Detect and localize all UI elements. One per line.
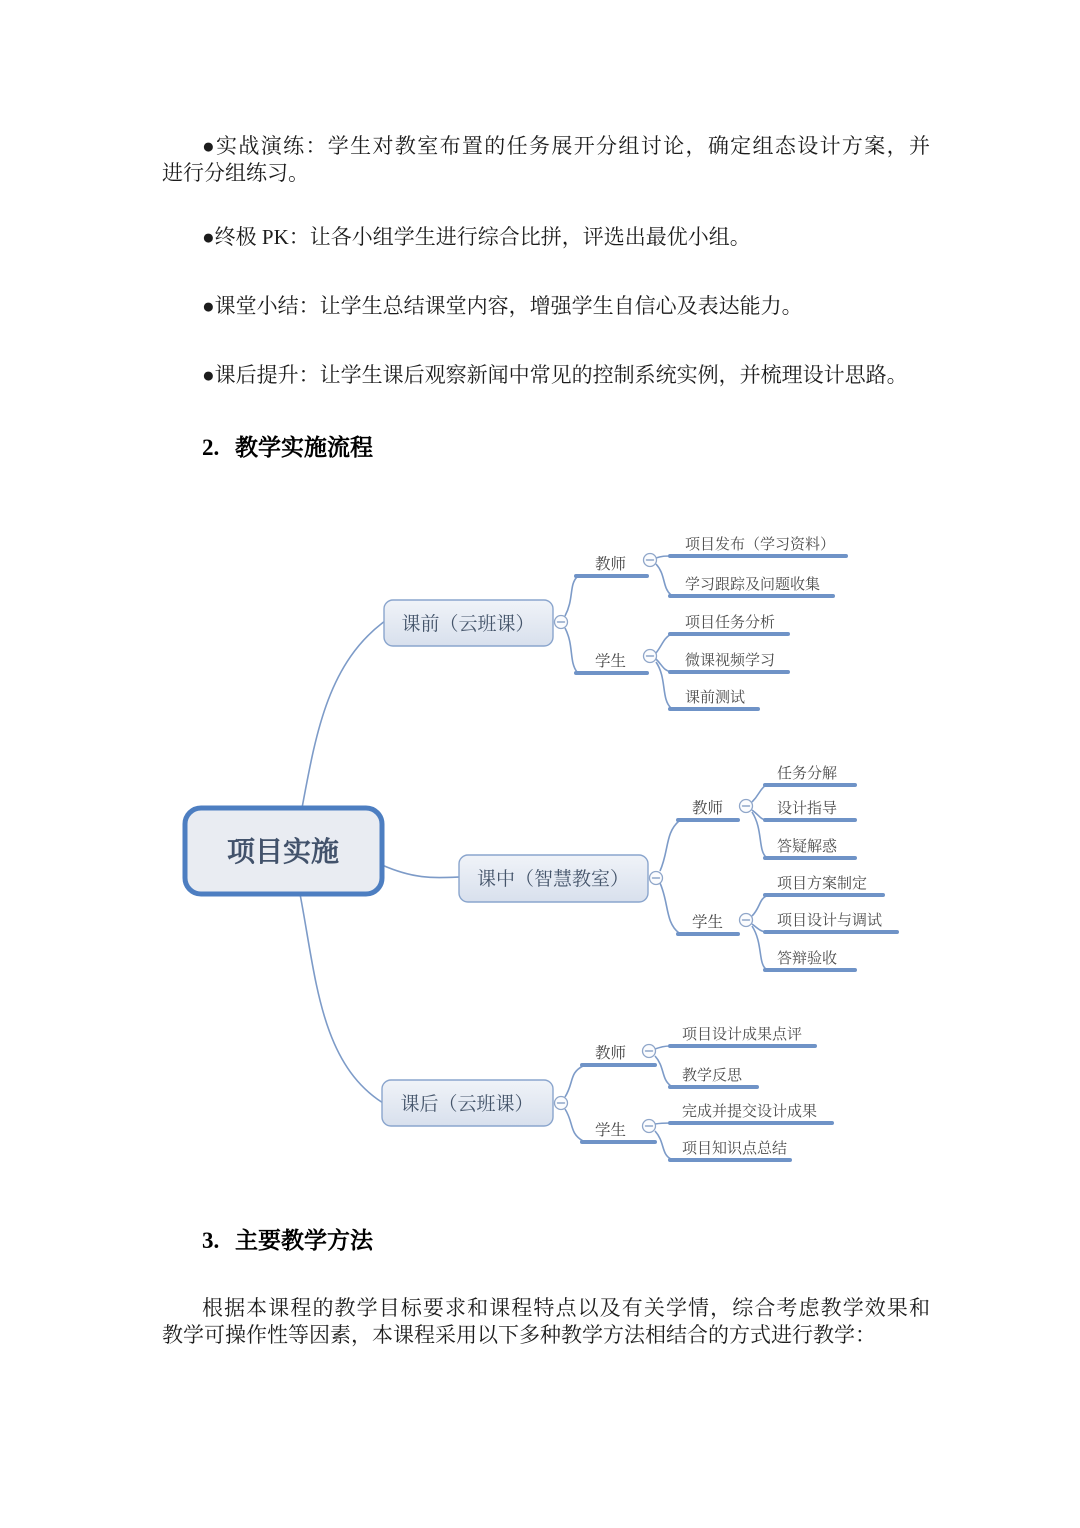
leaf-label: 任务分解 (777, 765, 838, 782)
stage-node-pre-class (384, 600, 553, 646)
connector-curve (300, 894, 383, 1103)
stage-node-label: 课中（智慧教室） (476, 869, 630, 890)
leaf-label: 项目知识点总结 (682, 1140, 788, 1157)
bullet-paragraph-summary (162, 293, 930, 320)
paragraph-line: ●终极 PK：让各小组学生进行综合比拼，评选出最优小组。 (202, 225, 751, 249)
teaching-process-mindmap (170, 515, 960, 1180)
role-label-teacher: 教师 (692, 800, 724, 817)
bullet-paragraph-practice (162, 133, 930, 187)
role-label-student: 学生 (595, 1122, 627, 1139)
role-label-teacher: 教师 (595, 556, 627, 573)
bullet-paragraph-pk (162, 224, 930, 251)
closing-paragraph (162, 1295, 930, 1349)
root-node-label: 项目实施 (226, 836, 340, 867)
collapse-minus-icon (555, 616, 568, 629)
connector-curve (752, 896, 766, 916)
connector-curve (565, 1066, 583, 1097)
heading-number: 3. (202, 1228, 220, 1253)
collapse-minus-icon (650, 872, 663, 885)
connector-curve (302, 621, 385, 808)
leaf-label: 项目设计成果点评 (682, 1026, 803, 1043)
role-labels (595, 555, 723, 1139)
leaf-label: 课前测试 (685, 689, 746, 706)
stage-node-after-class (382, 1080, 553, 1126)
bullet-paragraph-afterclass (162, 362, 930, 389)
role-label-student: 学生 (692, 914, 724, 931)
collapse-minus-icon (644, 554, 657, 567)
leaf-label: 项目任务分析 (685, 614, 776, 631)
collapse-minus-icon (555, 1097, 568, 1110)
stage-node-label: 课后（云班课） (400, 1094, 534, 1115)
paragraph-line: ●课后提升：让学生课后观察新闻中常见的控制系统实例，并梳理设计思路。 (202, 363, 908, 387)
paragraph-line: ●实战演练：学生对教室布置的任务展开分组讨论，确定组态设计方案，并 (202, 134, 930, 158)
connector-curve (382, 865, 460, 878)
paragraph-line: 进行分组练习。 (162, 161, 309, 185)
collapse-minus-icon (643, 1045, 656, 1058)
leaf-label: 学习跟踪及问题收集 (685, 576, 821, 593)
leaf-labels (682, 536, 882, 1157)
leaf-label: 项目发布（学习资料） (685, 536, 836, 553)
leaf-label: 设计指导 (777, 800, 838, 817)
paragraph-line: ●课堂小结：让学生总结课堂内容，增强学生自信心及表达能力。 (202, 294, 803, 318)
connector-curve (565, 577, 577, 616)
heading-number: 2. (202, 435, 220, 460)
section-heading-2 (202, 433, 373, 463)
role-label-teacher: 教师 (595, 1045, 627, 1062)
collapse-minus-icon (740, 914, 753, 927)
role-label-student: 学生 (595, 653, 627, 670)
connector-curve (565, 628, 577, 672)
connector-curve (660, 821, 679, 871)
leaf-label: 教学反思 (682, 1067, 743, 1084)
collapse-minus-icon (644, 650, 657, 663)
collapse-minus-icon (643, 1120, 656, 1133)
connector-curve (660, 883, 679, 933)
paragraph-line: 根据本课程的教学目标要求和课程特点以及有关学情，综合考虑教学效果和 (202, 1296, 930, 1320)
section-heading-3 (202, 1226, 373, 1256)
stage-node-in-class (459, 855, 648, 902)
stage-node-label: 课前（云班课） (401, 614, 535, 635)
leaf-label: 完成并提交设计成果 (682, 1103, 818, 1120)
leaf-label: 微课视频学习 (685, 652, 776, 669)
connector-curve (655, 1056, 671, 1086)
leaf-label: 答辩验收 (777, 950, 838, 967)
collapse-minus-icon (740, 800, 753, 813)
connector-curve (656, 564, 671, 595)
mindmap-root-node (185, 808, 382, 894)
connector-curve (655, 1131, 671, 1159)
paragraph-line: 教学可操作性等因素，本课程采用以下多种教学方法相结合的方式进行教学： (162, 1323, 876, 1347)
heading-title: 主要教学方法 (235, 1228, 373, 1253)
leaf-label: 答疑解惑 (777, 838, 838, 855)
connector-curve (565, 1109, 583, 1141)
heading-title: 教学实施流程 (235, 435, 373, 460)
connector-curve (656, 634, 671, 653)
leaf-label: 项目方案制定 (777, 875, 868, 892)
connector-curve (752, 785, 766, 802)
leaf-label: 项目设计与调试 (777, 912, 883, 929)
